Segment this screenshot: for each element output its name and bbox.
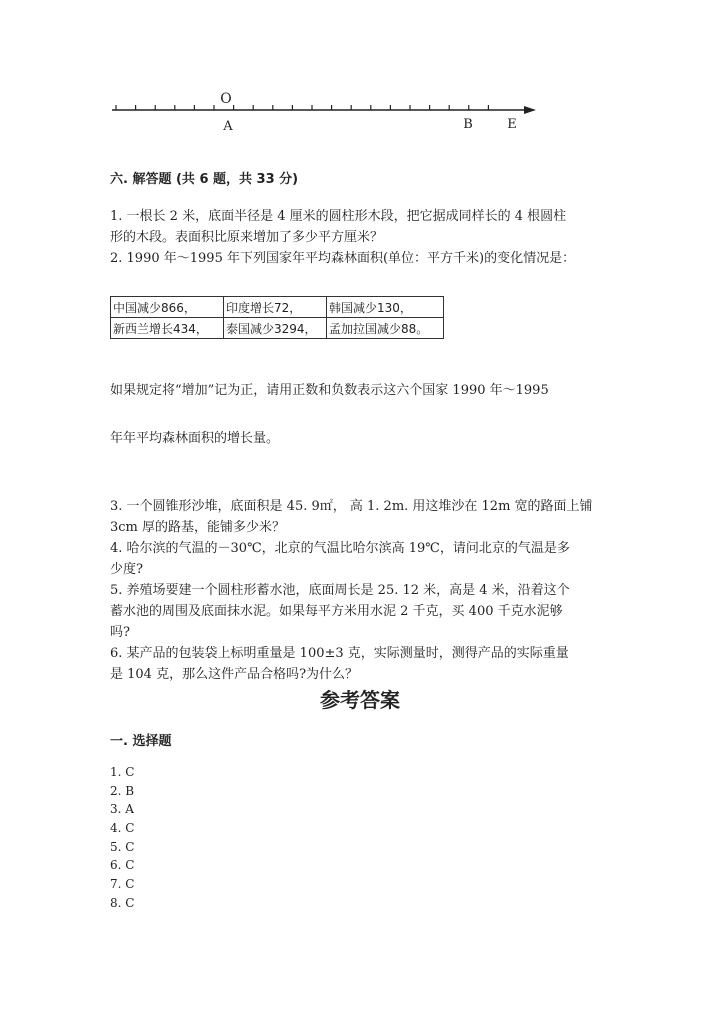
answers-section1-heading: 一. 选择题 <box>110 734 172 749</box>
question-2-text: 如果规定将“增加”记为正，请用正数和负数表示这六个国家 1990 年～1995 <box>110 383 549 398</box>
answers-title: 参考答案 <box>320 688 400 712</box>
forest-change-table <box>110 296 444 339</box>
arrow-head-icon <box>524 106 536 114</box>
list-item: 1. C <box>110 765 135 779</box>
table-cell: 韩国减少130， <box>327 297 444 318</box>
label-o: O <box>220 91 232 107</box>
question-1: 1. 一根长 2 米，底面半径是 4 厘米的圆柱形木段，把它据成同样长的 4 根圆柱 形的木段。表面积比原来增加了多少平方厘米？ 2. 1990 年～1995 年下列国家年平均森林面积(单位：平方千米)的变化情况是： <box>110 209 576 266</box>
list-item: 3. A <box>110 802 134 817</box>
label-e: E <box>507 117 517 132</box>
list-item: 8. C <box>110 895 135 910</box>
label-a: A <box>223 119 233 134</box>
table-row <box>111 318 444 339</box>
answer-list <box>110 763 134 913</box>
questions-3-6: 3. 一个圆锥形沙堆，底面积是 45. 9㎡， 高 1. 2m. 用这堆沙在 12m 宽的路面上铺 3cm 厚的路基，能铺多少米？ 4. 哈尔滨的气温的－30℃，北京的气温比哈尔滨高 19℃，请问北京的气温是多 少度? 5. 养殖场要建一个圆柱形蓄水池，底面周长是 25. 12 米，高是 4 米，沿着这个 蓄水池的周围及底面抹水泥。如果每平方米用水泥 2 千克，买 400 千克水泥够 吗? 6. 某产品的包装袋上标明重量是 100±3 克，实际测量时，测得产品的实际重量 是 104 克，那么这件产品合格吗?为什么？ <box>110 499 593 682</box>
table-cell: 印度增长72， <box>224 297 327 318</box>
list-item: 4. C <box>110 821 135 836</box>
table-cell: 新西兰增长434， <box>111 318 224 339</box>
list-item: 7. C <box>110 877 135 892</box>
table-cell: 泰国减少3294， <box>224 318 327 339</box>
table-cell: 中国减少866， <box>111 297 224 318</box>
list-item: 2. B <box>110 783 135 798</box>
question-2-text-cont: 年年平均森林面积的增长量。 <box>110 431 280 446</box>
section6-heading: 六. 解答题 (共 6 题，共 33 分) <box>110 172 299 187</box>
list-item: 5. C <box>110 839 135 854</box>
number-line-figure <box>110 88 540 136</box>
table-cell: 孟加拉国减少88。 <box>327 318 444 339</box>
list-item: 6. C <box>110 858 135 873</box>
table-row <box>111 297 444 318</box>
label-b: B <box>463 117 473 132</box>
